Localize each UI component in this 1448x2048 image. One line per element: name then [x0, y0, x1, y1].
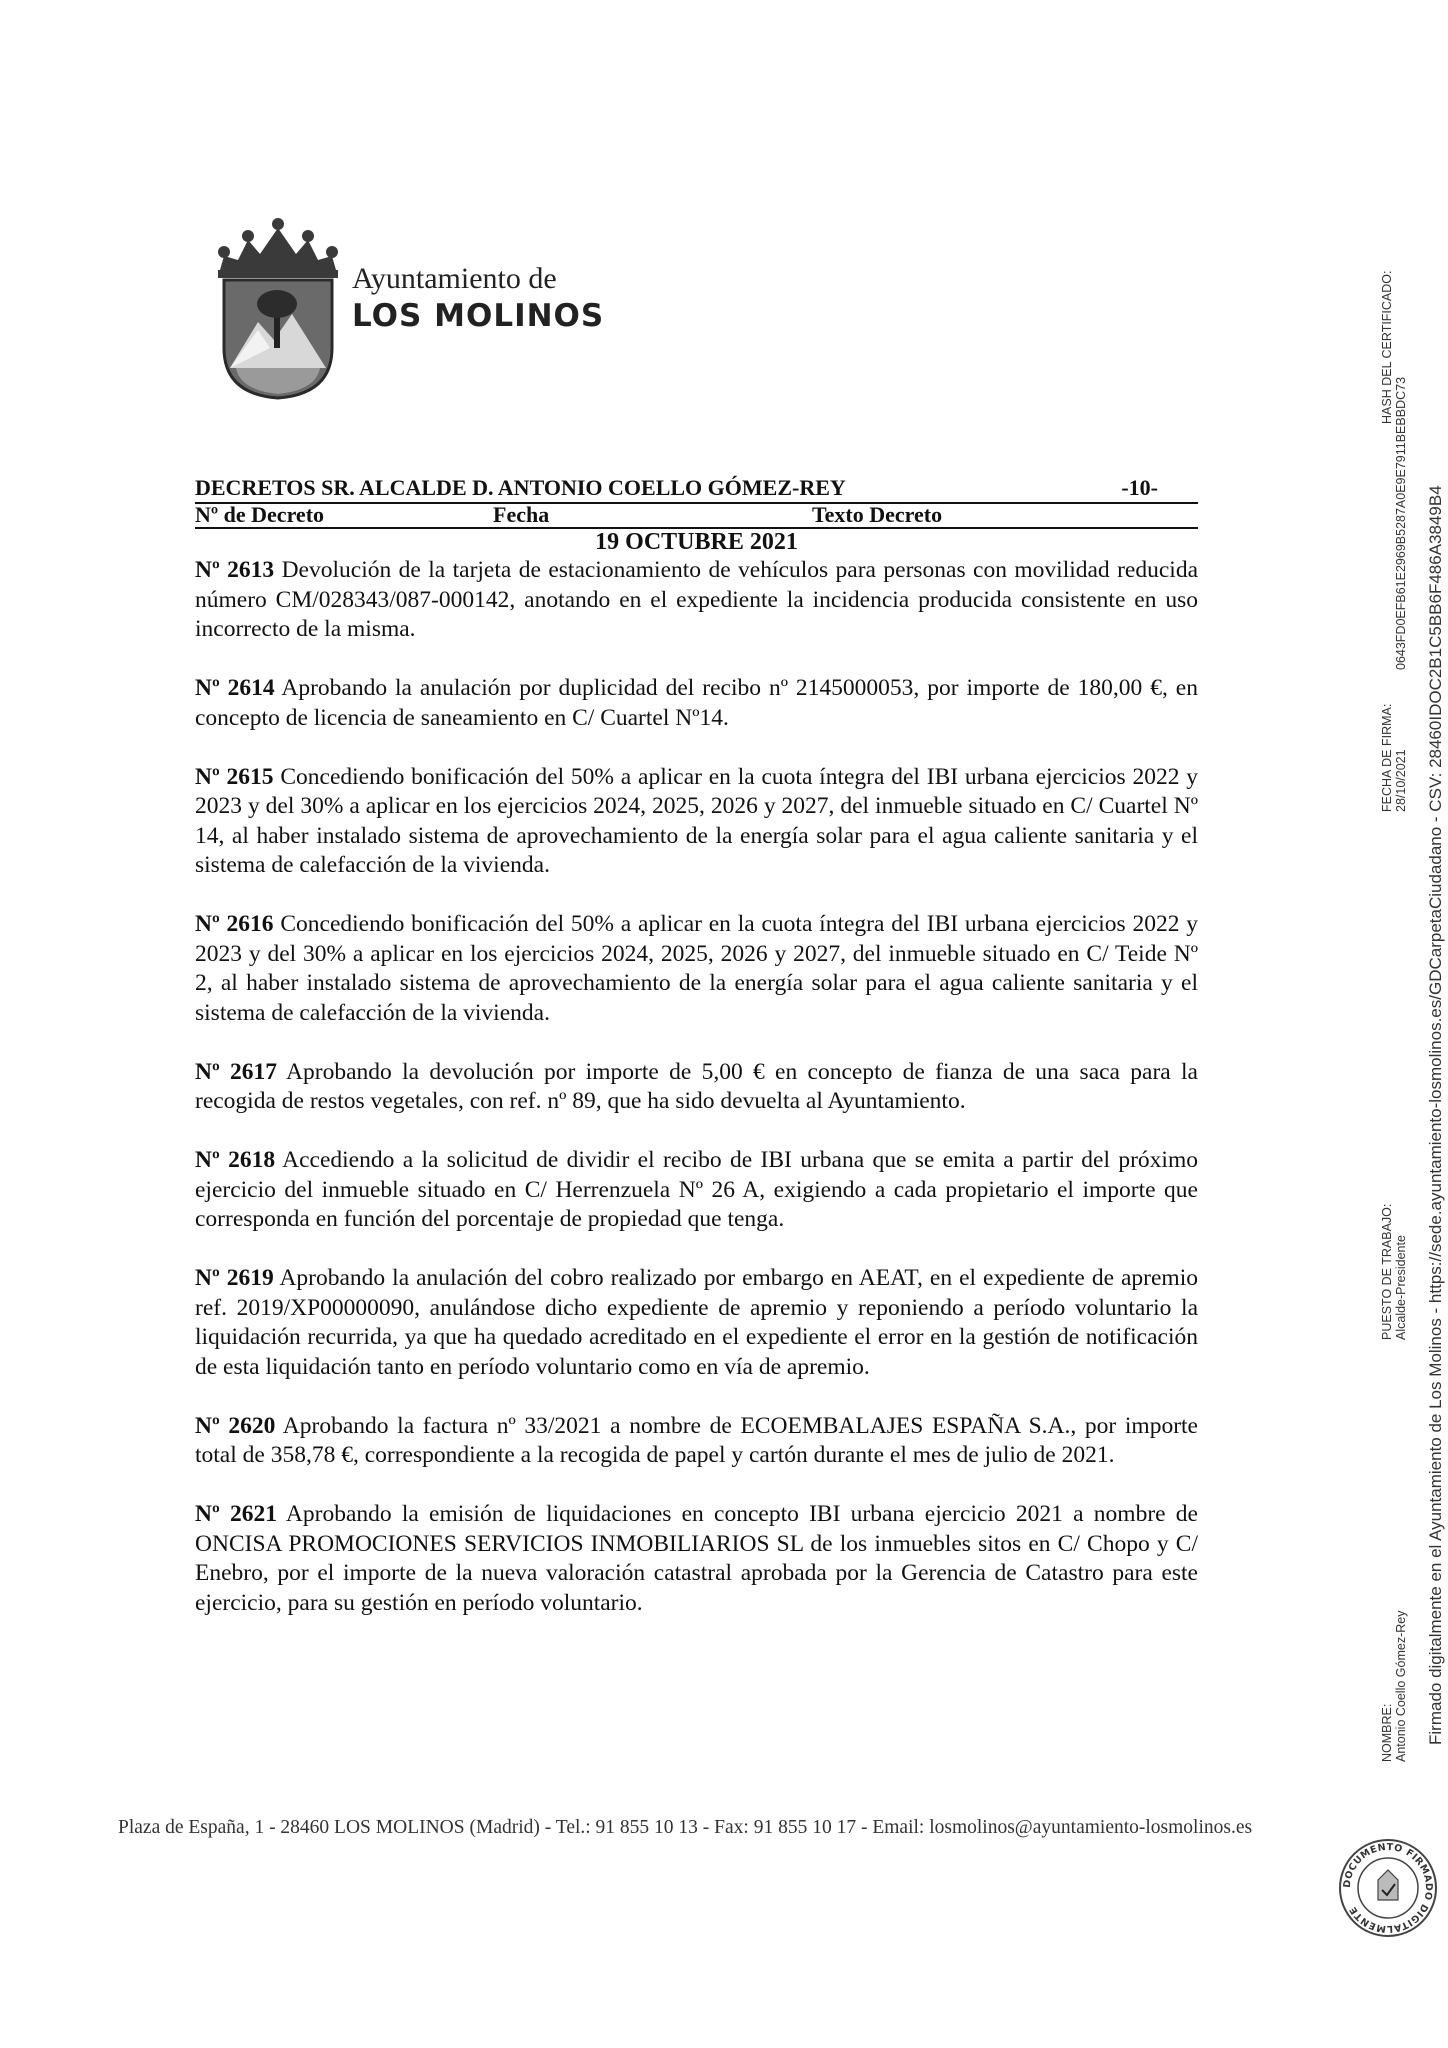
- decree-number: Nº 2614: [195, 675, 275, 701]
- signature-date-label: FECHA DE FIRMA:: [1380, 703, 1394, 812]
- org-name-prefix: Ayuntamiento de: [352, 262, 557, 295]
- org-name: LOS MOLINOS: [352, 298, 605, 334]
- decree-number: Nº 2618: [195, 1147, 276, 1173]
- document-title: DECRETOS SR. ALCALDE D. ANTONIO COELLO GÓMEZ-REY: [195, 475, 846, 500]
- decree-number: Nº 2613: [195, 557, 275, 583]
- decree-text: Aprobando la emisión de liquidaciones en concepto IBI urbana ejercicio 2021 a nombre de ONCISA PROMOCIONES SERVICIOS INMOBILIARIOS SL de los inmuebles sitos en C/ Chopo y C/ Enebro, por el importe de la nueva valoración catastral aprobada por la Gerencia de Catastro para este ejercicio, para su gestión en período voluntario.: [195, 1501, 1198, 1616]
- coat-of-arms-logo: [210, 218, 346, 400]
- decree-text: Aprobando la devolución por importe de 5,00 € en concepto de fianza de una saca para la recogida de restos vegetales, con ref. nº 89, que ha sido devuelta al Ayuntamiento.: [195, 1058, 1198, 1114]
- decree-item: [195, 1264, 1198, 1382]
- decree-item: [195, 1500, 1198, 1618]
- decree-number: Nº 2616: [195, 911, 274, 937]
- signature-date-value: 28/10/2021: [1394, 749, 1408, 812]
- decree-text: Devolución de la tarjeta de estacionamiento de vehículos para personas con movilidad reducida número CM/028343/087-000142, anotando en el expediente la incidencia producida consistente en uso incorrecto de la misma.: [195, 557, 1199, 642]
- decree-text: Aprobando la anulación por duplicidad del recibo nº 2145000053, por importe de 180,00 €, en concepto de licencia de saneamiento en C/ Cuartel Nº14.: [195, 675, 1198, 731]
- decree-number: Nº 2615: [195, 763, 274, 790]
- seal-text: DOCUMENTO FIRMADO DIGITALMENTE: [1341, 1841, 1435, 1935]
- decree-text: Concediendo bonificación del 50% a aplicar en la cuota íntegra del IBI urbana ejercicios 2022 y 2023 y del 30% a aplicar en los ejercicios 2024, 2025, 2026 y 2027, del inmueble situado en C/ Teide Nº 2, al haber instalado sistema de aprovechamiento de la energía solar para el agua caliente sanitaria y el sistema de calefacción de la vivienda.: [195, 911, 1198, 1026]
- decree-text: Aprobando la anulación del cobro realizado por embargo en AEAT, en el expediente de apremio ref. 2019/XP00000090, anulándose dicho expediente de apremio y reponiendo a período voluntario la liquidación recurrida, ya que ha quedado acreditado en el expediente el error en la gestión de notificación de esta liquidación tanto en período voluntario como en vía de apremio.: [195, 1265, 1198, 1380]
- decree-item: [195, 1058, 1198, 1117]
- footer-address: Plaza de España, 1 - 28460 LOS MOLINOS (Madrid) - Tel.: 91 855 10 13 - Fax: 91 855 10 17 - Email: losmolinos@ayuntamiento-losmolinos.es: [118, 1817, 1253, 1838]
- decree-item: [195, 910, 1198, 1028]
- hash-value: 0643FD0EFB61E2969B5287A0E9E7911BEBBDC73: [1394, 376, 1408, 670]
- decree-number: Nº 2620: [195, 1412, 276, 1439]
- decree-text: Accediendo a la solicitud de dividir el recibo de IBI urbana que se emita a partir del próximo ejercicio del inmueble situado en C/ Herrenzuela Nº 26 A, exigiendo a cada propietario el importe que corresponda en función del porcentaje de propiedad que tenga.: [195, 1147, 1198, 1232]
- job-title-label: PUESTO DE TRABAJO:: [1380, 1203, 1394, 1340]
- hash-label: HASH DEL CERTIFICADO:: [1380, 270, 1394, 424]
- decree-item: [195, 1146, 1198, 1235]
- digital-signature-csv: Firmado digitalmente en el Ayuntamiento de Los Molinos - https://sede.ayuntamiento-losmolinos.es/GDCarpetaCiudadano - CSV: 28460IDOC2B1C5BB6F486A3849B4: [1426, 485, 1445, 1745]
- signer-name-value: Antonio Coello Gómez-Rey: [1394, 1610, 1408, 1762]
- signer-name-label: NOMBRE:: [1380, 1703, 1394, 1762]
- page-number: -10-: [1121, 475, 1158, 500]
- document-header: [195, 475, 1198, 504]
- decree-number: Nº 2619: [195, 1265, 274, 1291]
- decree-number: Nº 2621: [195, 1501, 277, 1527]
- digital-signature-seal: [1338, 1838, 1438, 1938]
- column-header-date: Fecha: [493, 502, 550, 527]
- column-header-decree: Nº de Decreto: [195, 502, 325, 527]
- decree-text: Aprobando la factura nº 33/2021 a nombre de ECOEMBALAJES ESPAÑA S.A., por importe total de 358,78 €, correspondiente a la recogida de papel y cartón durante el mes de julio de 2021.: [195, 1412, 1198, 1468]
- decree-item: [195, 763, 1198, 881]
- decree-number: Nº 2617: [195, 1058, 278, 1085]
- decree-text: Concediendo bonificación del 50% a aplicar en la cuota íntegra del IBI urbana ejercicios 2022 y 2023 y del 30% a aplicar en los ejercicios 2024, 2025, 2026 y 2027, del inmueble situado en C/ Cuartel Nº 14, al haber instalado sistema de aprovechamiento de la energía solar para el agua caliente sanitaria y el sistema de calefacción de la vivienda.: [195, 763, 1198, 878]
- decree-list: [195, 556, 1198, 1648]
- date-heading: 19 OCTUBRE 2021: [595, 529, 798, 555]
- column-headers: [195, 502, 1198, 529]
- decree-item: [195, 556, 1198, 645]
- job-title-value: Alcalde-Presidente: [1394, 1235, 1408, 1340]
- column-header-text: Texto Decreto: [812, 502, 943, 527]
- decree-item: [195, 674, 1198, 733]
- decree-item: [195, 1412, 1198, 1471]
